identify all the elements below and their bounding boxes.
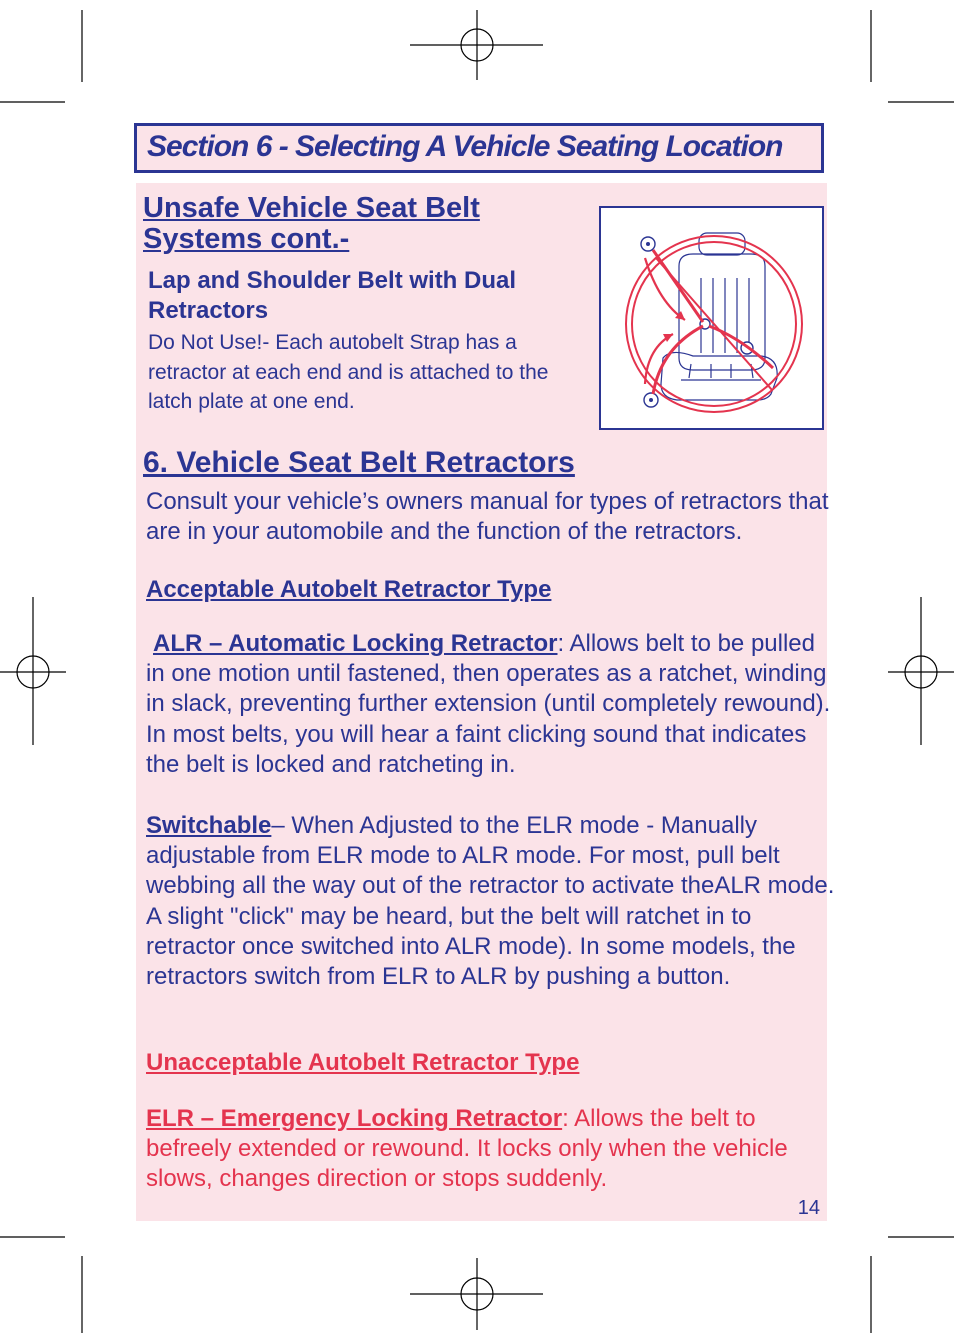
switchable-paragraph [146, 811, 836, 992]
seat-belt-figure [599, 206, 824, 430]
dual-retractor-warning: Do Not Use!- Each autobelt Strap has a retractor at each end and is attached to the latch plate at one end. [148, 331, 549, 413]
retractors-intro: Consult your vehicle’s owners manual for types of retractors that are in your automobile and the function of the retractors. [146, 488, 829, 546]
lap-shoulder-subheading: Lap and Shoulder Belt with Dual Retractors [148, 267, 517, 324]
alr-paragraph [146, 629, 836, 780]
alr-term: ALR – Automatic Locking Retractor [153, 630, 558, 657]
registration-mark-bottom [410, 1258, 543, 1330]
registration-mark-top [410, 10, 543, 80]
switchable-description: – When Adjusted to the ELR mode - Manually adjustable from ELR mode to ALR mode. For most, pull belt webbing all the way out of the retractor to activate theALR mode. A slight "click" may be heard, but the belt will ratchet in to retractor once switched into ALR mode). In some models, the retractors switch from ELR to ALR by pushing a button. [146, 812, 835, 991]
switchable-term: Switchable [146, 812, 272, 839]
elr-description: : Allows the belt to befreely extended or rewound. It locks only when the vehicle slows, changes direction or stops suddenly. [146, 1105, 788, 1193]
alr-description: : Allows belt to be pulled in one motion until fastened, then operates as a ratchet, winding in slack, preventing further extension (until completely rewound). In most belts, you will hear a faint clicking sound that indicates the belt is locked and ratcheting in. [146, 630, 831, 778]
retractors-heading: 6. Vehicle Seat Belt Retractors [143, 446, 575, 479]
registration-mark-right [888, 597, 954, 745]
section-title: Section 6 - Selecting A Vehicle Seating Location [147, 130, 783, 163]
unsafe-heading: Unsafe Vehicle Seat Belt Systems cont.- [143, 192, 480, 255]
section-title-bar [134, 123, 824, 173]
acceptable-heading: Acceptable Autobelt Retractor Type [146, 576, 552, 603]
elr-paragraph [146, 1104, 836, 1195]
prohibited-seat-icon [601, 208, 822, 428]
elr-term: ELR – Emergency Locking Retractor [146, 1105, 563, 1132]
page-number: 14 [797, 1197, 820, 1219]
unacceptable-heading: Unacceptable Autobelt Retractor Type [146, 1049, 580, 1076]
registration-mark-left [0, 597, 66, 745]
